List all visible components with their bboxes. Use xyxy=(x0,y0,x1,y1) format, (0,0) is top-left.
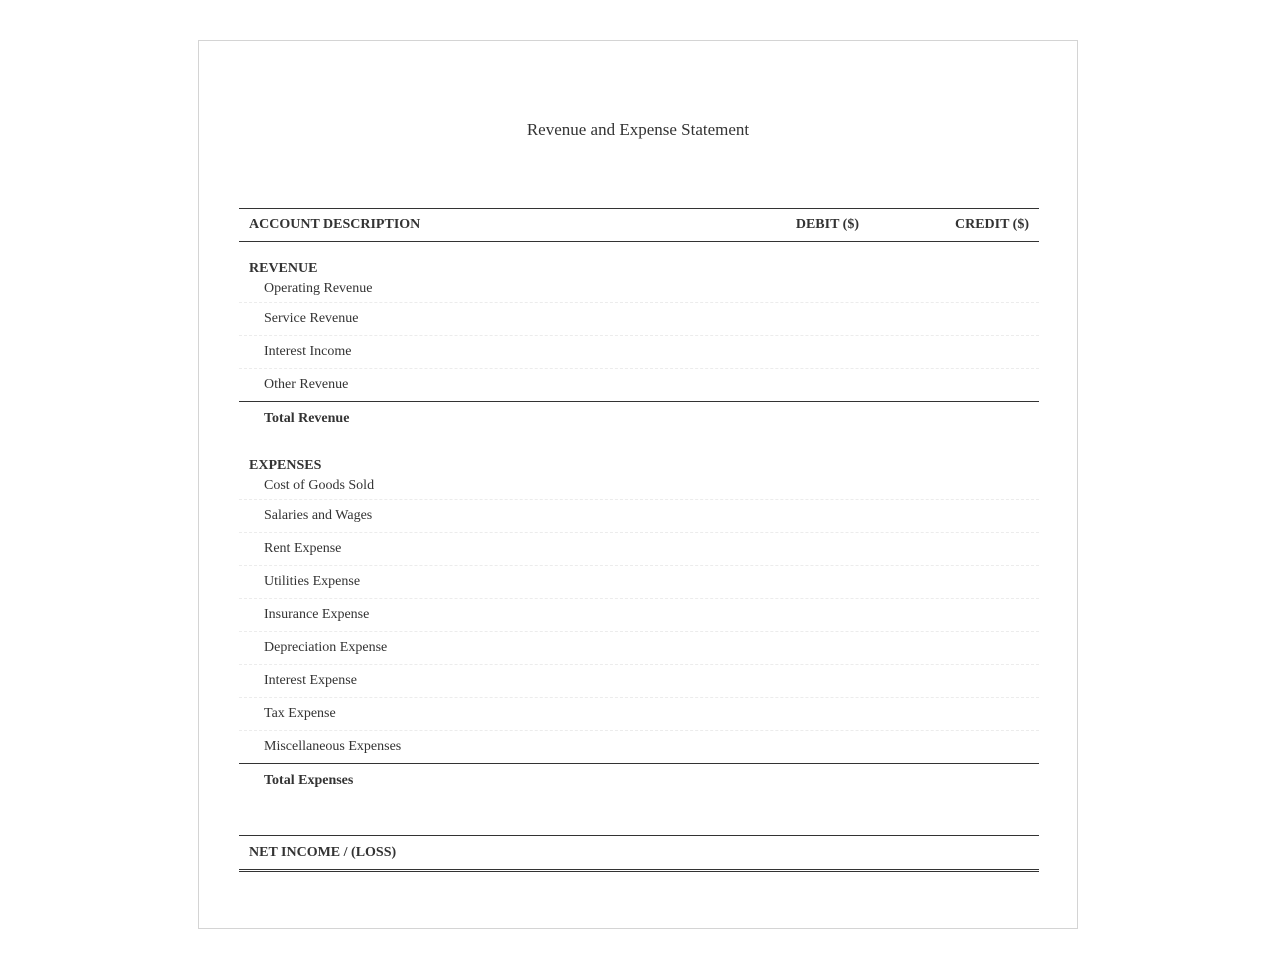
row-description: Utilities Expense xyxy=(264,574,361,589)
total-expenses-row xyxy=(239,764,1039,797)
table-row xyxy=(239,566,1039,599)
row-description: Tax Expense xyxy=(264,706,336,721)
total-expenses-label: Total Expenses xyxy=(264,772,354,788)
table-row xyxy=(239,369,1039,402)
table-row xyxy=(239,279,1039,303)
net-income-row xyxy=(239,835,1039,872)
total-revenue-label: Total Revenue xyxy=(264,410,350,426)
table-row xyxy=(239,632,1039,665)
table-row xyxy=(239,698,1039,731)
row-description: Other Revenue xyxy=(264,377,349,392)
statement-sheet xyxy=(198,40,1078,929)
table-row xyxy=(239,336,1039,369)
net-income-label: NET INCOME / (LOSS) xyxy=(249,844,397,860)
revenue-heading: REVENUE xyxy=(249,261,318,276)
statement-table xyxy=(239,208,1039,872)
row-description: Operating Revenue xyxy=(264,281,373,296)
header-credit: CREDIT ($) xyxy=(954,217,1029,232)
table-row xyxy=(239,500,1039,533)
row-description: Miscellaneous Expenses xyxy=(264,739,402,754)
statement-title: Revenue and Expense Statement xyxy=(526,120,750,139)
row-description: Cost of Goods Sold xyxy=(264,478,375,493)
row-description: Salaries and Wages xyxy=(264,508,373,523)
table-row xyxy=(239,476,1039,500)
net-income-spacer xyxy=(239,797,1039,835)
row-description: Depreciation Expense xyxy=(264,640,388,655)
total-revenue-row xyxy=(239,402,1039,435)
row-description: Interest Expense xyxy=(264,673,357,688)
expenses-heading: EXPENSES xyxy=(249,458,322,473)
row-description: Interest Income xyxy=(264,344,352,359)
table-row xyxy=(239,731,1039,764)
table-row xyxy=(239,533,1039,566)
header-account-description: ACCOUNT DESCRIPTION xyxy=(249,217,421,232)
row-description: Service Revenue xyxy=(264,311,359,326)
row-description: Rent Expense xyxy=(264,541,342,556)
header-debit: DEBIT ($) xyxy=(795,217,859,232)
table-row xyxy=(239,303,1039,336)
table-header xyxy=(239,208,1039,242)
row-description: Insurance Expense xyxy=(264,607,370,622)
table-row xyxy=(239,665,1039,698)
table-row xyxy=(239,599,1039,632)
